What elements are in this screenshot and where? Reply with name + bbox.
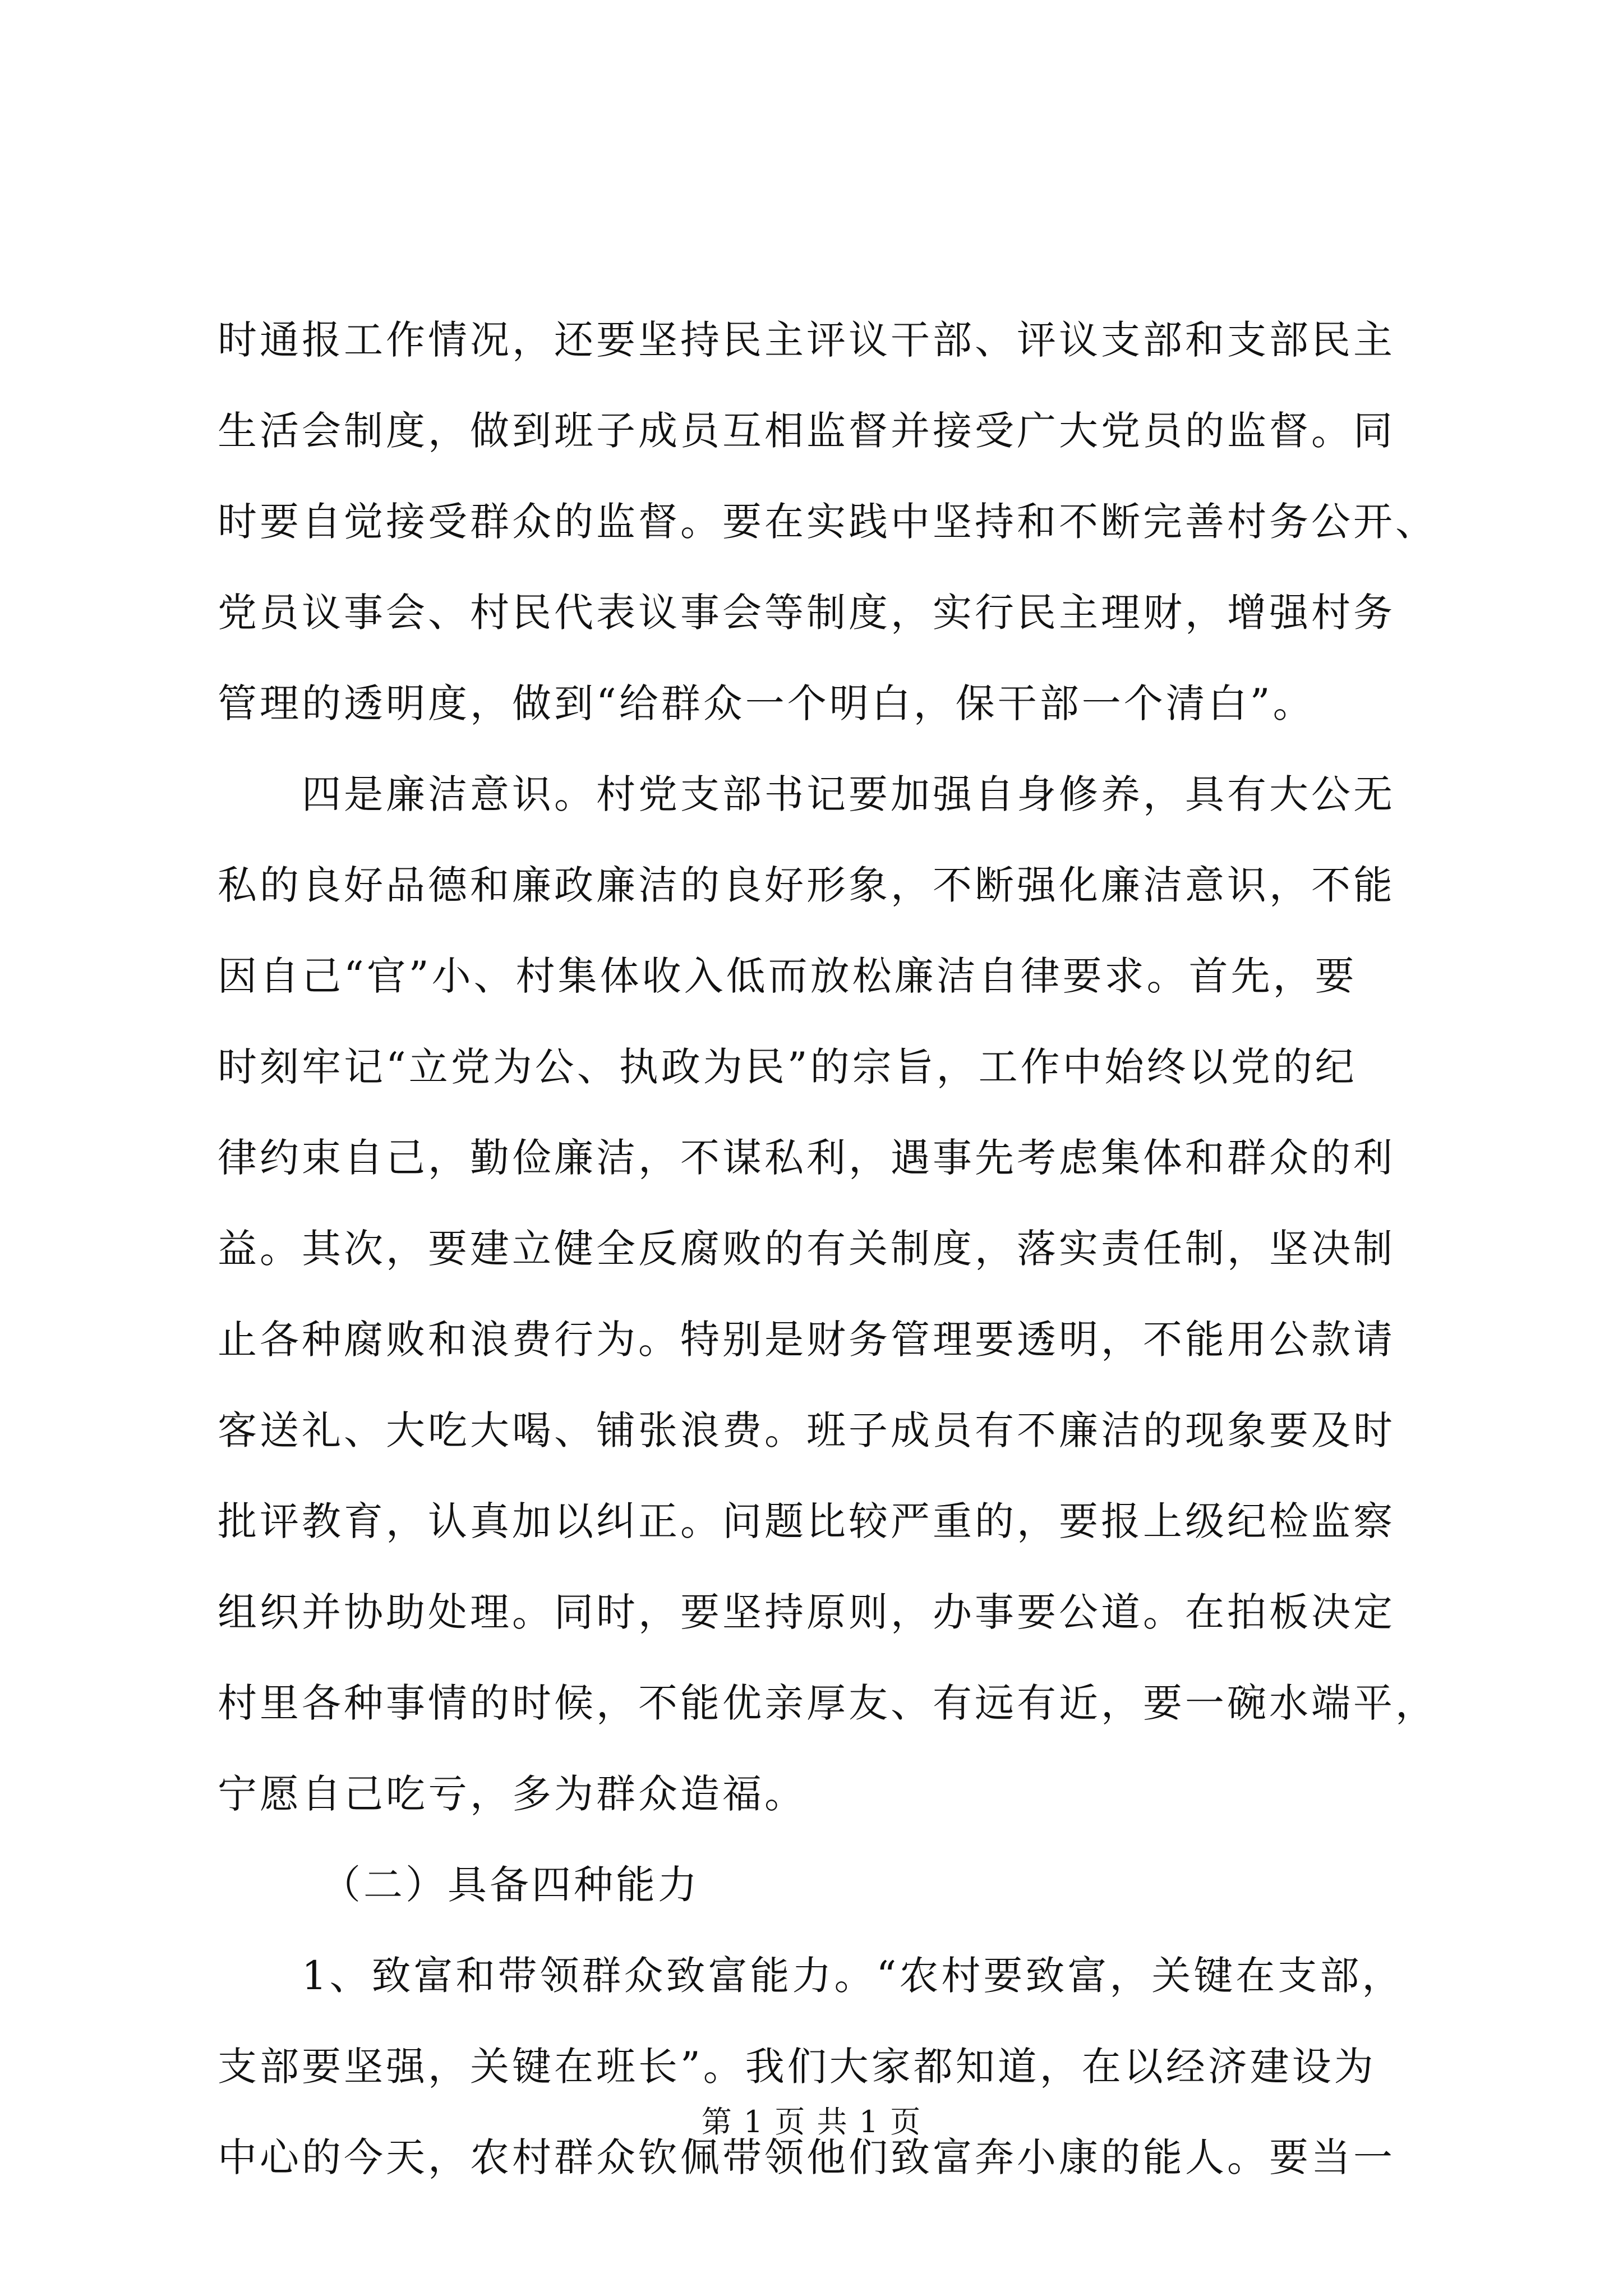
section-heading: （二）具备四种能力 [321,1862,700,1908]
text-line: 止各种腐败和浪费行为。特别是财务管理要透明，不能用公款请 [218,1317,1395,1363]
text-line: 时刻牢记“立党为公、执政为民”的宗旨，工作中始终以党的纪 [218,1044,1357,1090]
text-line: 宁愿自己吃亏，多为群众造福。 [218,1771,806,1817]
document-body [218,295,1437,2203]
text-line: 党员议事会、村民代表议事会等制度，实行民主理财，增强村务 [218,590,1395,636]
text-line: 批评教育，认真加以纠正。问题比较严重的，要报上级纪检监察 [218,1498,1395,1544]
text-line: 支部要坚强，关键在班长”。我们大家都知道，在以经济建设为 [218,2044,1376,2090]
text-line: 律约束自己，勤俭廉洁，不谋私利，遇事先考虑集体和群众的利 [218,1135,1395,1181]
text-line: 生活会制度，做到班子成员互相监督并接受广大党员的监督。同 [218,408,1395,454]
text-line: 时通报工作情况，还要坚持民主评议干部、评议支部和支部民主 [218,317,1395,363]
text-line: 益。其次，要建立健全反腐败的有关制度，落实责任制，坚决制 [218,1226,1395,1272]
text-line: 中心的今天，农村群众钦佩带领他们致富奔小康的能人。要当一 [218,2134,1395,2180]
page-footer: 第 1 页 共 1 页 [701,2104,922,2139]
paragraph-start-line: 四是廉洁意识。村党支部书记要加强自身修养，具有大公无 [302,771,1395,817]
text-line: 因自己“官”小、村集体收入低而放松廉洁自律要求。首先，要 [218,953,1357,999]
text-line: 客送礼、大吃大喝、铺张浪费。班子成员有不廉洁的现象要及时 [218,1407,1395,1453]
text-line: 管理的透明度，做到“给群众一个明白，保干部一个清白”。 [218,680,1315,726]
text-line: 私的良好品德和廉政廉洁的良好形象，不断强化廉洁意识，不能 [218,862,1395,908]
paragraph-start-line: 1、致富和带领群众致富能力。“农村要致富，关键在支部， [302,1953,1404,1999]
text-line: 村里各种事情的时候，不能优亲厚友、有远有近，要一碗水端平， [218,1680,1437,1726]
text-line: 组织并协助处理。同时，要坚持原则，办事要公道。在拍板决定 [218,1589,1395,1635]
text-line: 时要自觉接受群众的监督。要在实践中坚持和不断完善村务公开、 [218,499,1437,545]
